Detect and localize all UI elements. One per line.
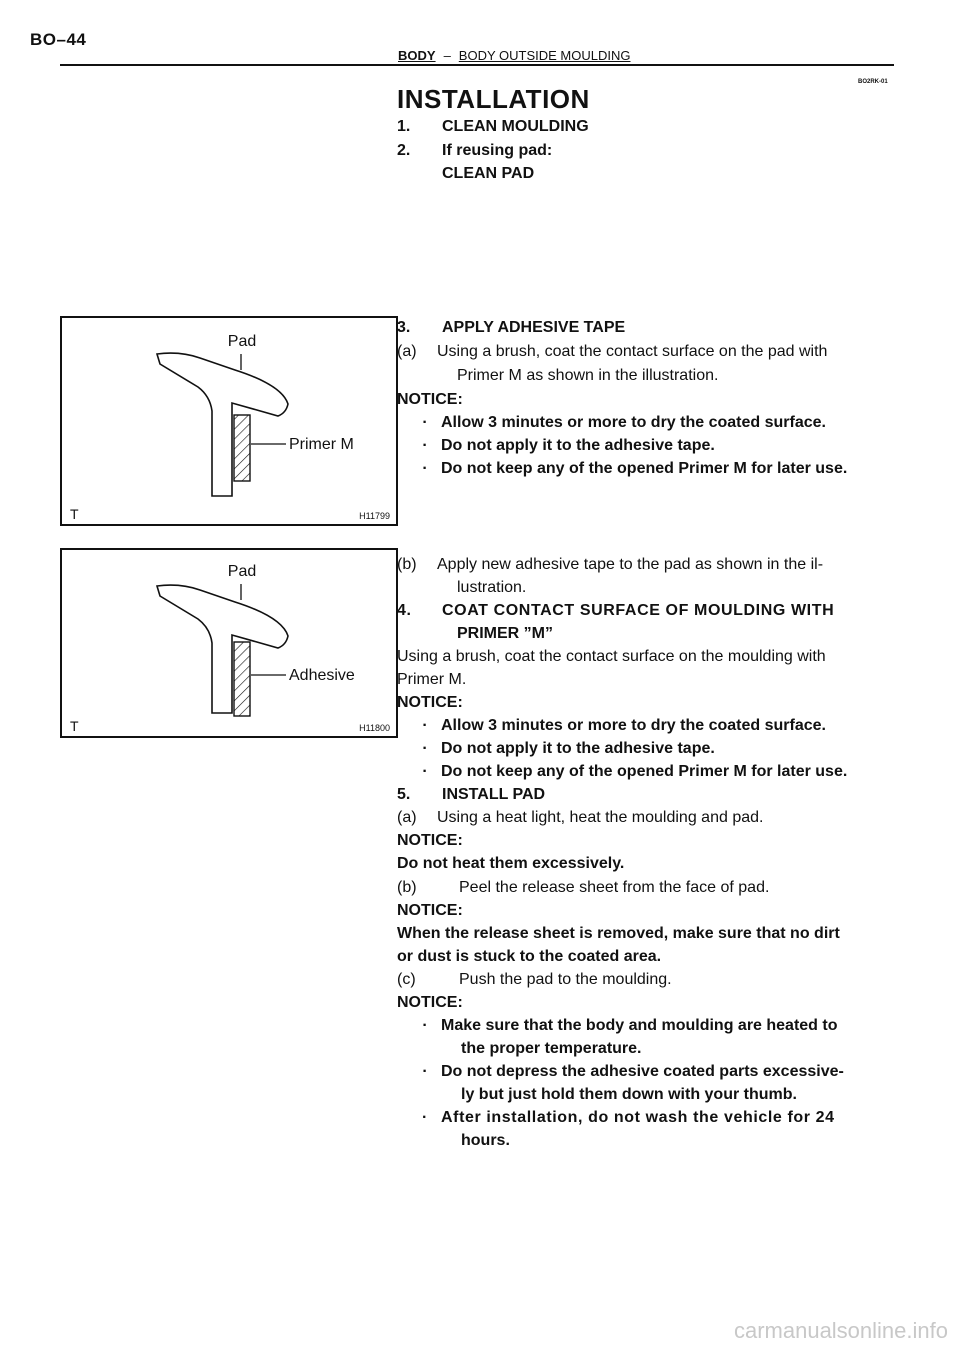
adhesive-layer bbox=[234, 642, 250, 716]
callout-adhesive: Adhesive bbox=[289, 667, 355, 684]
step-4 bbox=[397, 599, 834, 623]
step-3-number: 3. bbox=[397, 319, 411, 336]
document-code: BO2RK-01 bbox=[858, 79, 888, 85]
step-1 bbox=[397, 115, 589, 139]
step-5b-label: (b) bbox=[397, 879, 417, 896]
bullet: · bbox=[422, 740, 428, 757]
bullet: · bbox=[422, 437, 428, 454]
step-5b-notice-1: When the release sheet is removed, make sure that no dirt bbox=[397, 925, 840, 942]
watermark: carmanualsonline.info bbox=[733, 1318, 948, 1343]
step-1-text: CLEAN MOULDING bbox=[442, 118, 589, 135]
header-section: BODY bbox=[398, 48, 436, 63]
step-5a-label: (a) bbox=[397, 809, 417, 826]
running-header bbox=[398, 48, 630, 63]
step-4-body-2: Primer M. bbox=[397, 671, 467, 688]
notice-text-cont: the proper temperature. bbox=[461, 1040, 642, 1057]
header-subsection: BODY OUTSIDE MOULDING bbox=[458, 48, 631, 63]
notice-text: Do not apply it to the adhesive tape. bbox=[441, 437, 715, 454]
step-4-text-1: COAT CONTACT SURFACE OF MOULDING WITH bbox=[442, 602, 835, 619]
step-3b-text-2: lustration. bbox=[457, 579, 527, 596]
bullet: · bbox=[422, 1017, 428, 1034]
step-1-number: 1. bbox=[397, 118, 411, 135]
notice-text-cont: hours. bbox=[461, 1132, 510, 1149]
step-5a bbox=[397, 806, 763, 830]
notice-text: Make sure that the body and moulding are heated to bbox=[441, 1017, 838, 1034]
notice-item bbox=[421, 737, 715, 761]
step-5b-notice-2: or dust is stuck to the coated area. bbox=[397, 948, 662, 965]
step-5c-text: Push the pad to the moulding. bbox=[459, 971, 672, 988]
page-number: BO–44 bbox=[30, 30, 87, 49]
notice-item bbox=[421, 434, 715, 458]
page-title: INSTALLATION bbox=[397, 84, 590, 114]
bullet: · bbox=[422, 414, 428, 431]
pad-label: Pad bbox=[227, 333, 257, 350]
corner-mark: T bbox=[70, 506, 79, 522]
step-2 bbox=[397, 139, 552, 163]
step-3b-label: (b) bbox=[397, 556, 417, 573]
bullet: · bbox=[422, 763, 428, 780]
step-4-text-2: PRIMER ”M” bbox=[457, 625, 553, 642]
step-2-number: 2. bbox=[397, 142, 411, 159]
bullet: · bbox=[422, 1109, 428, 1126]
notice-text: Do not depress the adhesive coated parts excessive- bbox=[441, 1063, 844, 1080]
step-5-number: 5. bbox=[397, 786, 411, 803]
notice-item bbox=[421, 411, 826, 435]
notice-label: NOTICE: bbox=[397, 391, 463, 408]
notice-item bbox=[421, 457, 847, 481]
step-5c-label: (c) bbox=[397, 971, 416, 988]
bullet: · bbox=[422, 1063, 428, 1080]
figure-adhesive bbox=[60, 548, 398, 738]
step-5a-notice: Do not heat them excessively. bbox=[397, 855, 625, 872]
figure-id: H11799 bbox=[359, 511, 390, 521]
header-dash: – bbox=[443, 48, 451, 63]
notice-label: NOTICE: bbox=[397, 832, 463, 849]
notice-item bbox=[421, 1060, 844, 1084]
bullet: · bbox=[422, 460, 428, 477]
step-3b-text-1: Apply new adhesive tape to the pad as shown in the il- bbox=[437, 556, 824, 573]
step-5b-text: Peel the release sheet from the face of pad. bbox=[459, 879, 770, 896]
step-2-sub: CLEAN PAD bbox=[442, 165, 535, 182]
figure-primer-m bbox=[60, 316, 398, 526]
notice-text: Do not apply it to the adhesive tape. bbox=[441, 740, 715, 757]
bullet: · bbox=[422, 717, 428, 734]
notice-text: After installation, do not wash the vehicle for 24 bbox=[441, 1109, 835, 1126]
notice-text: Do not keep any of the opened Primer M for later use. bbox=[441, 763, 848, 780]
corner-mark: T bbox=[70, 718, 79, 734]
notice-text-cont: ly but just hold them down with your thumb. bbox=[461, 1086, 797, 1103]
notice-text: Do not keep any of the opened Primer M for later use. bbox=[441, 460, 848, 477]
notice-label: NOTICE: bbox=[397, 694, 463, 711]
step-3 bbox=[397, 316, 625, 340]
step-3a-text-1: Using a brush, coat the contact surface on the pad with bbox=[437, 343, 828, 360]
step-3a bbox=[397, 340, 827, 364]
header-rule bbox=[60, 64, 894, 66]
step-2-text: If reusing pad: bbox=[442, 142, 553, 159]
step-4-number: 4. bbox=[397, 602, 412, 619]
notice-item bbox=[421, 1014, 838, 1038]
step-5 bbox=[397, 783, 545, 807]
step-3a-text-2: Primer M as shown in the illustration. bbox=[457, 367, 719, 384]
figure-id: H11800 bbox=[359, 723, 390, 733]
step-5-text: INSTALL PAD bbox=[442, 786, 546, 803]
step-4-body-1: Using a brush, coat the contact surface on the moulding with bbox=[397, 648, 826, 665]
notice-item bbox=[421, 714, 826, 738]
notice-label: NOTICE: bbox=[397, 902, 463, 919]
notice-item bbox=[421, 1106, 835, 1130]
step-3a-label: (a) bbox=[397, 343, 417, 360]
notice-label: NOTICE: bbox=[397, 994, 463, 1011]
step-5c bbox=[397, 968, 672, 992]
step-5b bbox=[397, 876, 769, 900]
notice-item bbox=[421, 760, 847, 784]
step-3-text: APPLY ADHESIVE TAPE bbox=[442, 319, 626, 336]
step-3b bbox=[397, 553, 823, 577]
notice-text: Allow 3 minutes or more to dry the coated surface. bbox=[441, 717, 826, 734]
pad-label: Pad bbox=[227, 563, 257, 580]
callout-primer-m: Primer M bbox=[289, 436, 354, 453]
notice-text: Allow 3 minutes or more to dry the coated surface. bbox=[441, 414, 826, 431]
step-5a-text: Using a heat light, heat the moulding and pad. bbox=[437, 809, 764, 826]
primer-layer bbox=[234, 415, 250, 481]
